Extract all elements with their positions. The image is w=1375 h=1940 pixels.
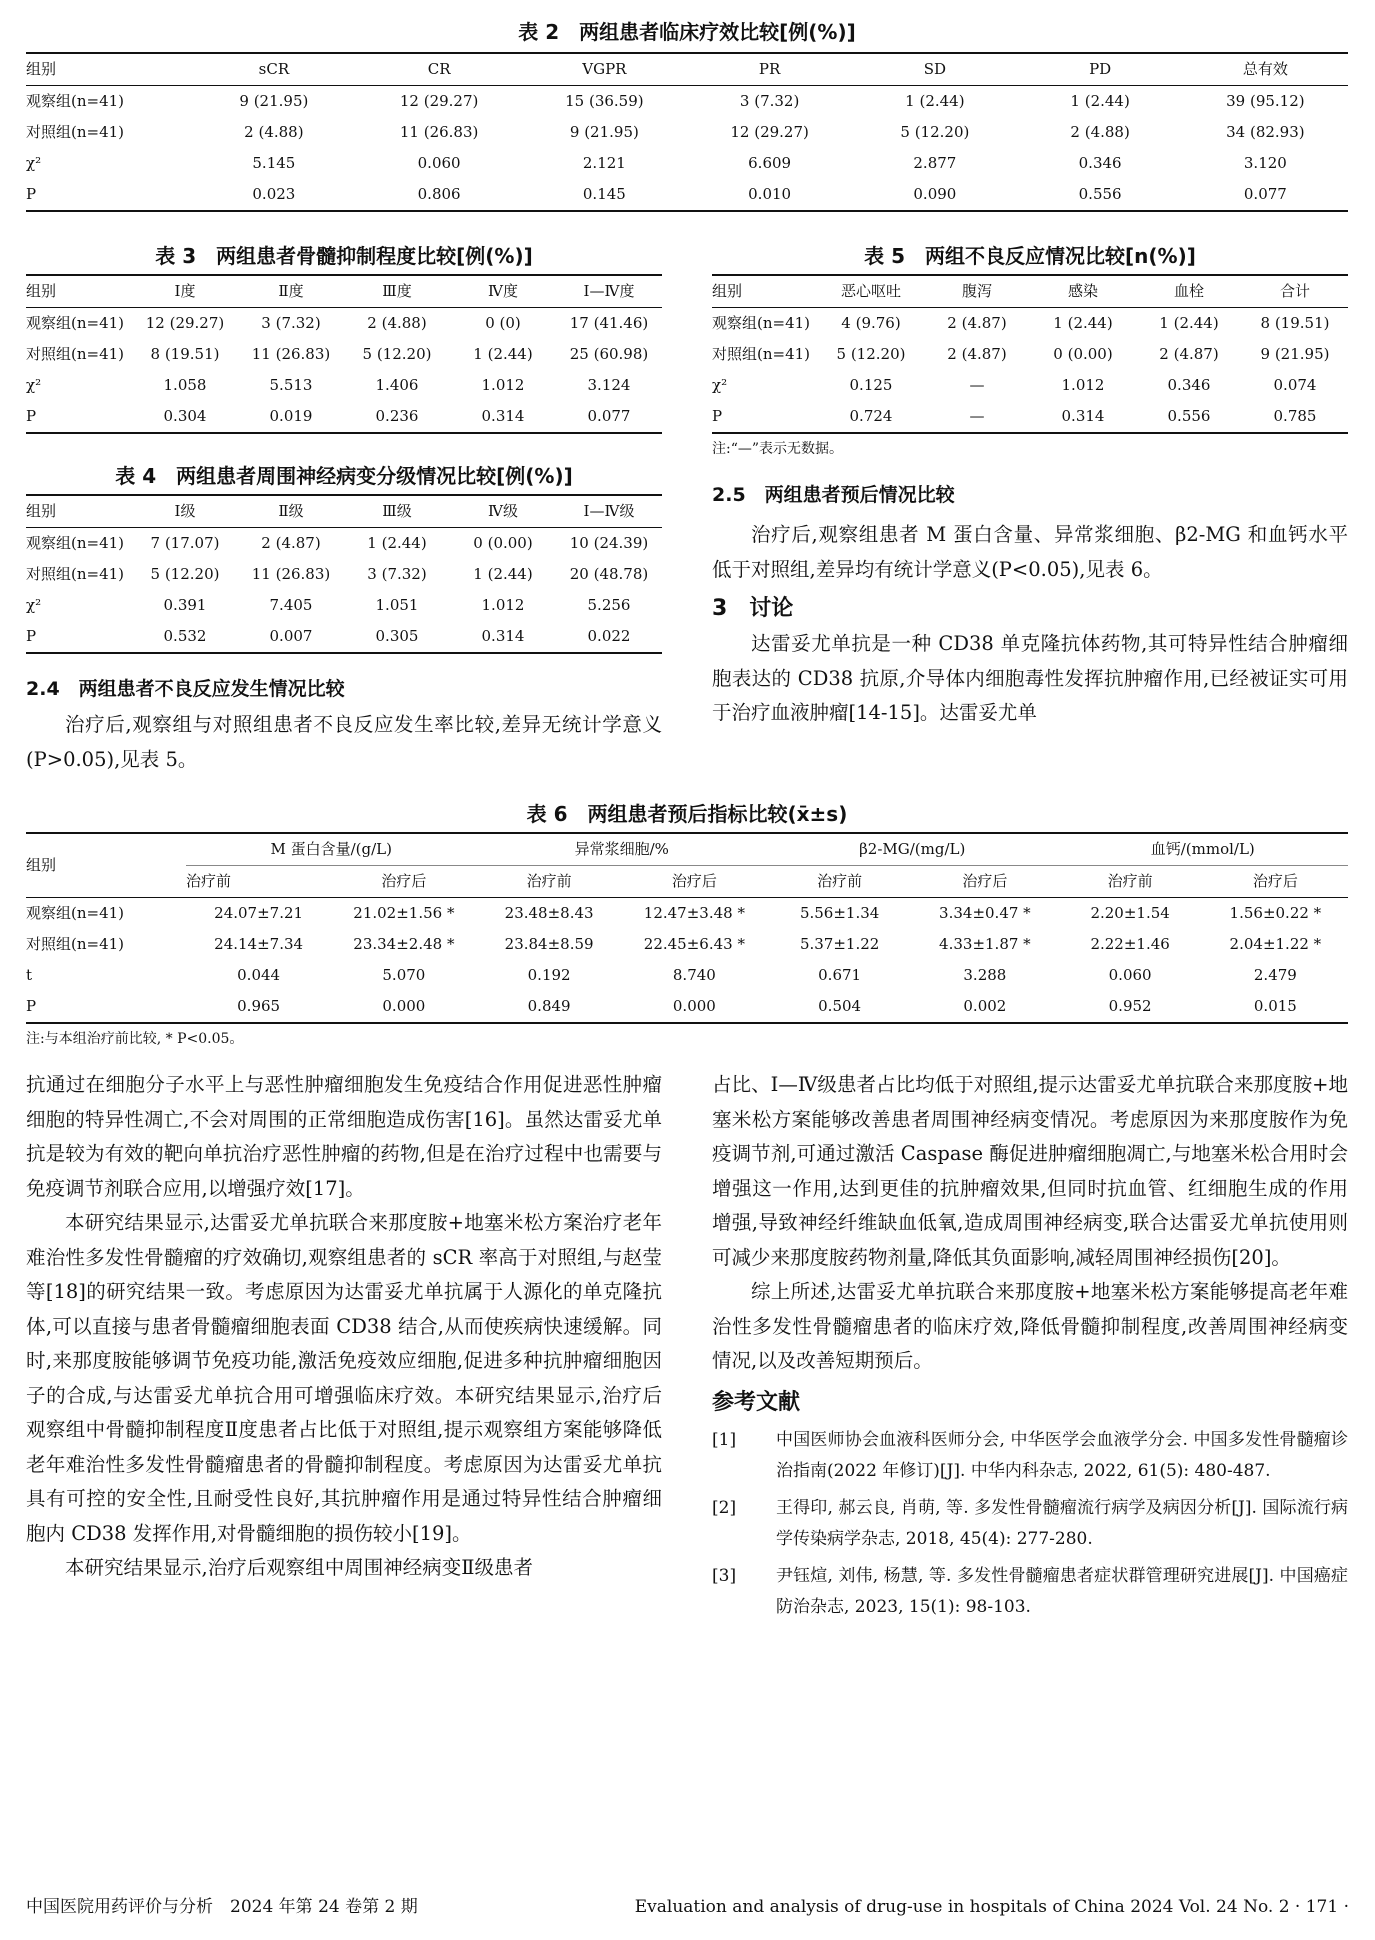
table-cell: 5 (12.20) [150, 565, 220, 583]
table-cell: 0.060 [417, 154, 461, 172]
table-cell: 0.074 [1273, 376, 1317, 394]
table-cell: 0.060 [1108, 966, 1152, 984]
table-cell: 0.724 [818, 401, 924, 433]
table-cell: 5.513 [269, 376, 313, 394]
table-5-caption: 表 5 两组不良反应情况比较[n(%)] [864, 244, 1196, 268]
table-cell: 24.07±7.21 [214, 904, 304, 922]
column-header: 组别 [26, 275, 132, 308]
table-cell: 1.012 [481, 376, 525, 394]
table-cell: 0.314 [450, 621, 556, 653]
table-row [26, 370, 662, 401]
table-row [26, 991, 1348, 1023]
column-header: Ⅲ度 [344, 275, 450, 308]
table-cell: 2 (4.87) [261, 534, 321, 552]
table-cell: 12 (29.27) [730, 123, 809, 141]
table-cell: 2 (4.88) [367, 314, 427, 332]
table-6-note: 注:与本组治疗前比较, * P<0.05。 [26, 1031, 244, 1047]
table-cell: 0.022 [556, 621, 662, 653]
discussion-paragraph: 占比、Ⅰ—Ⅳ级患者占比均低于对照组,提示达雷妥尤单抗联合来那度胺+地塞米松方案能够改善患者周围神经病变情况。考虑原因为来那度胺作为免疫调节剂,可通过激活 Caspase 酶促进肿瘤细胞凋亡,与地塞米松合用时会增强这一作用,达到更佳的抗肿瘤效果,但同时抗血管、红细胞生成的作用增强,导致神经纤维缺血低氧,造成周围神经病变,联合达雷妥尤单抗使用则可减少来那度胺药物剂量,降低其负面影响,减轻周围神经损伤[20]。 [712, 1073, 1348, 1269]
table-cell: 5 (12.20) [362, 345, 432, 363]
table-cell: 0.785 [1242, 401, 1348, 433]
section-2-5-paragraph: 治疗后,观察组患者 M 蛋白含量、异常浆细胞、β2-MG 和血钙水平低于对照组,差异均有统计学意义(P<0.05),见表 6。 [712, 523, 1348, 581]
table-cell: 12 (29.27) [145, 314, 225, 332]
footer-left: 中国医院用药评价与分析 2024 年第 24 卷第 2 期 [26, 1897, 418, 1917]
table-cell: 34 (82.93) [1226, 123, 1305, 141]
column-group-header: 异常浆细胞/% [477, 833, 768, 866]
table-cell: 3 (7.32) [367, 565, 427, 583]
table-cell: 0.305 [344, 621, 450, 653]
table-cell: 0.806 [357, 179, 522, 211]
table-row [26, 528, 662, 560]
table-cell: 0.504 [767, 991, 912, 1023]
table-cell: 5.070 [382, 966, 426, 984]
column-header: 组别 [26, 833, 186, 898]
table-cell: 8.740 [672, 966, 716, 984]
table-cell: 0.010 [687, 179, 852, 211]
footer-right: Evaluation and analysis of drug-use in hospitals of China 2024 Vol. 24 No. 2 · 171 · [634, 1897, 1349, 1917]
column-header: 组别 [712, 275, 818, 308]
table-cell: 对照组(n=41) [712, 345, 811, 363]
table-cell: 对照组(n=41) [26, 935, 125, 953]
table-cell: 2 (4.87) [947, 314, 1007, 332]
table-cell: 23.84±8.59 [504, 935, 594, 953]
table-cell: P [712, 401, 818, 433]
table-cell: 1.012 [1061, 376, 1105, 394]
table-cell: 5.145 [252, 154, 296, 172]
table-cell: 5 (12.20) [836, 345, 906, 363]
table-cell: 22.45±6.43 * [643, 935, 745, 953]
references-heading: 参考文献 [712, 1389, 801, 1415]
table-cell: 4 (9.76) [841, 314, 901, 332]
column-header: 腹泻 [924, 275, 1030, 308]
column-header: 治疗后 [331, 866, 476, 898]
table-cell: 1.406 [375, 376, 419, 394]
table-5 [712, 242, 1348, 460]
table-6-caption: 表 6 两组患者预后指标比较(x̄±s) [526, 802, 848, 826]
column-header: 治疗前 [767, 866, 912, 898]
table-row [26, 308, 662, 340]
table-cell: 0.090 [852, 179, 1017, 211]
table-cell: 0.556 [1136, 401, 1242, 433]
column-header: CR [357, 53, 522, 86]
table-cell: — [969, 376, 985, 394]
table-cell: 1 (2.44) [367, 534, 427, 552]
reference-item [712, 1493, 1348, 1555]
table-cell: 0.002 [912, 991, 1057, 1023]
table-cell: 0.007 [238, 621, 344, 653]
column-header: 合计 [1242, 275, 1348, 308]
table-row [26, 401, 662, 433]
column-header: 组别 [26, 495, 132, 528]
table-cell: 观察组(n=41) [26, 92, 125, 110]
table-row [712, 339, 1348, 370]
column-group-header: β2-MG/(mg/L) [767, 833, 1058, 866]
reference-number: [2] [712, 1497, 737, 1518]
table-cell: 0 (0.00) [473, 534, 533, 552]
table-cell: 观察组(n=41) [26, 314, 125, 332]
table-row [712, 370, 1348, 401]
table-cell: 7.405 [269, 596, 313, 614]
table-4-caption: 表 4 两组患者周围神经病变分级情况比较[例(%)] [115, 464, 573, 488]
table-cell: 观察组(n=41) [712, 314, 811, 332]
table-cell: 0.125 [849, 376, 893, 394]
reference-text: 中国医师协会血液科医师分会, 中华医学会血液学分会. 中国多发性骨髓瘤诊治指南(2022 年修订)[J]. 中华内科杂志, 2022, 61(5): 480-487. [776, 1429, 1348, 1481]
column-header: Ⅰ—Ⅳ级 [556, 495, 662, 528]
table-cell: 6.609 [748, 154, 792, 172]
table-cell: 1.051 [375, 596, 419, 614]
table-cell: 0.077 [1183, 179, 1348, 211]
table-cell: 7 (17.07) [150, 534, 220, 552]
column-header: 组别 [26, 53, 191, 86]
column-header: Ⅱ度 [238, 275, 344, 308]
table-cell: 5.256 [587, 596, 631, 614]
table-cell: 39 (95.12) [1226, 92, 1305, 110]
table-cell: 1.058 [163, 376, 207, 394]
discussion-right-column [712, 1068, 1348, 1629]
table-cell: 9 (21.95) [1260, 345, 1330, 363]
table-cell: 0.145 [522, 179, 687, 211]
table-cell: 0.952 [1058, 991, 1203, 1023]
discussion-paragraph: 抗通过在细胞分子水平上与恶性肿瘤细胞发生免疫结合作用促进恶性肿瘤细胞的特异性凋亡,不会对周围的正常细胞造成伤害[16]。虽然达雷妥尤单抗是较为有效的靶向单抗治疗恶性肿瘤的药物,但是在治疗过程中也需要与免疫调节剂联合应用,以增强疗效[17]。 [26, 1073, 662, 1200]
table-cell: 0.671 [818, 966, 862, 984]
table-cell: 15 (36.59) [565, 92, 644, 110]
column-header: Ⅳ级 [450, 495, 556, 528]
column-header: 治疗后 [622, 866, 767, 898]
table-cell: 2.479 [1253, 966, 1297, 984]
table-cell: 观察组(n=41) [26, 904, 125, 922]
column-header: 治疗后 [912, 866, 1057, 898]
discussion-paragraph: 综上所述,达雷妥尤单抗联合来那度胺+地塞米松方案能够提高老年难治性多发性骨髓瘤患者的临床疗效,降低骨髓抑制程度,改善周围神经病变情况,以及改善短期预后。 [712, 1280, 1348, 1372]
table-cell: 1 (2.44) [1159, 314, 1219, 332]
reference-text: 王得印, 郝云良, 肖萌, 等. 多发性骨髓瘤流行病学及病因分析[J]. 国际流行病学传染病学杂志, 2018, 45(4): 277-280. [776, 1497, 1348, 1549]
table-cell: χ² [712, 376, 728, 394]
table-3 [26, 242, 662, 434]
table-cell: 0.019 [238, 401, 344, 433]
discussion-paragraph: 本研究结果显示,达雷妥尤单抗联合来那度胺+地塞米松方案治疗老年难治性多发性骨髓瘤的疗效确切,观察组患者的 sCR 率高于对照组,与赵莹等[18]的研究结果一致。考虑原因为达雷妥尤单抗属于人源化的单克隆抗体,可以直接与患者骨髓瘤细胞表面 CD38 结合,从而使疾病快速缓解。同时,来那度胺能够调节免疫功能,激活免疫效应细胞,促进多种抗肿瘤细胞因子的合成,与达雷妥尤单抗合用可增强临床疗效。本研究结果显示,治疗后观察组中骨髓抑制程度Ⅱ度患者占比低于对照组,提示观察组方案能够降低老年难治性多发性骨髓瘤患者的骨髓抑制程度。考虑原因为达雷妥尤单抗具有可控的安全性,且耐受性良好,其抗肿瘤作用是通过特异性结合肿瘤细胞内 CD38 发挥作用,对骨髓细胞的损伤较小[19]。 [26, 1211, 662, 1545]
table-row [26, 179, 1348, 211]
column-header: sCR [191, 53, 356, 86]
table-cell: 2.877 [913, 154, 957, 172]
table-cell: 25 (60.98) [569, 345, 649, 363]
column-header: PD [1018, 53, 1183, 86]
table-cell: 0.346 [1078, 154, 1122, 172]
table-cell: 2 (4.87) [1159, 345, 1219, 363]
table-row [26, 898, 1348, 930]
table-row [26, 590, 662, 621]
table-cell: χ² [26, 376, 42, 394]
table-cell: 5.56±1.34 [799, 904, 880, 922]
table-cell: 5.37±1.22 [799, 935, 880, 953]
table-cell: 2.22±1.46 [1090, 935, 1170, 953]
discussion-left-column [26, 1068, 662, 1586]
table-row [26, 148, 1348, 179]
table-cell: 11 (26.83) [399, 123, 479, 141]
table-cell: 23.48±8.43 [504, 904, 594, 922]
table-cell: 1 (2.44) [473, 565, 533, 583]
table-cell: 24.14±7.34 [214, 935, 304, 953]
table-cell: 1 (2.44) [473, 345, 533, 363]
section-2-5-heading: 2.5 两组患者预后情况比较 [712, 484, 955, 506]
table-cell: P [26, 991, 186, 1023]
table-cell: 0.236 [344, 401, 450, 433]
table-cell: 11 (26.83) [251, 345, 331, 363]
table-row [26, 86, 1348, 118]
table-cell: — [924, 401, 1030, 433]
table-cell: P [26, 179, 191, 211]
table-2 [26, 18, 1348, 212]
section-2-5 [712, 480, 1348, 731]
table-cell: 0.532 [132, 621, 238, 653]
column-header: VGPR [522, 53, 687, 86]
table-cell: 0.849 [477, 991, 622, 1023]
table-cell: 1 (2.44) [1070, 92, 1130, 110]
column-header: 总有效 [1183, 53, 1348, 86]
table-cell: 23.34±2.48 * [353, 935, 455, 953]
table-cell: 3 (7.32) [739, 92, 800, 110]
table-row [712, 401, 1348, 433]
table-cell: 2.121 [582, 154, 626, 172]
section-2-4 [26, 674, 662, 777]
table-cell: 2.04±1.22 * [1229, 935, 1322, 953]
table-cell: 20 (48.78) [569, 565, 649, 583]
table-cell: 4.33±1.87 * [939, 935, 1031, 953]
section-2-4-paragraph: 治疗后,观察组与对照组患者不良反应发生率比较,差异无统计学意义(P>0.05),见表 5。 [26, 713, 662, 771]
column-header: 血栓 [1136, 275, 1242, 308]
table-cell: 3.34±0.47 * [939, 904, 1031, 922]
column-header: 治疗前 [477, 866, 622, 898]
table-cell: 0.044 [237, 966, 281, 984]
column-group-header: M 蛋白含量/(g/L) [186, 833, 477, 866]
discussion-paragraph: 本研究结果显示,治疗后观察组中周围神经病变Ⅱ级患者 [65, 1556, 533, 1579]
table-cell: P [26, 621, 132, 653]
table-cell: 0.965 [186, 991, 331, 1023]
column-header: Ⅰ级 [132, 495, 238, 528]
table-cell: 1.012 [481, 596, 525, 614]
column-header: 治疗前 [1058, 866, 1203, 898]
column-header: Ⅰ度 [132, 275, 238, 308]
table-row [26, 339, 662, 370]
table-cell: 对照组(n=41) [26, 565, 125, 583]
table-5-note: 注:“—”表示无数据。 [712, 441, 844, 457]
table-row [26, 559, 662, 590]
table-cell: 9 (21.95) [239, 92, 309, 110]
table-cell: 0.000 [331, 991, 476, 1023]
table-row [26, 117, 1348, 148]
section-3-heading: 3 讨论 [712, 596, 794, 621]
section-3-paragraph-top [712, 627, 1348, 731]
column-header: Ⅰ—Ⅳ度 [556, 275, 662, 308]
table-cell: 11 (26.83) [251, 565, 331, 583]
table-cell: 0.346 [1167, 376, 1211, 394]
table-cell: 2 (4.87) [947, 345, 1007, 363]
reference-number: [3] [712, 1565, 737, 1586]
table-cell: 0.314 [450, 401, 556, 433]
table-cell: 0.556 [1018, 179, 1183, 211]
table-cell: χ² [26, 154, 42, 172]
table-3-caption: 表 3 两组患者骨髓抑制程度比较[例(%)] [155, 244, 533, 268]
table-cell: 3 (7.32) [261, 314, 321, 332]
table-cell: 0 (0) [485, 314, 521, 332]
reference-item [712, 1425, 1348, 1487]
table-row [26, 929, 1348, 960]
table-cell: 21.02±1.56 * [353, 904, 455, 922]
table-cell: 1.56±0.22 * [1229, 904, 1322, 922]
column-header: 治疗后 [1203, 866, 1348, 898]
table-cell: 3.288 [963, 966, 1007, 984]
table-cell: 1 (2.44) [905, 92, 965, 110]
table-cell: χ² [26, 596, 42, 614]
column-header: SD [852, 53, 1017, 86]
table-cell: 0.023 [191, 179, 356, 211]
table-2-caption: 表 2 两组患者临床疗效比较[例(%)] [518, 20, 856, 44]
table-cell: 3.120 [1243, 154, 1287, 172]
table-cell: 12 (29.27) [399, 92, 479, 110]
table-row [712, 308, 1348, 340]
table-cell: 10 (24.39) [569, 534, 649, 552]
table-cell: 0 (0.00) [1053, 345, 1113, 363]
column-header: Ⅲ级 [344, 495, 450, 528]
table-cell: 0.192 [527, 966, 571, 984]
table-cell: 0.077 [556, 401, 662, 433]
table-cell: 12.47±3.48 * [643, 904, 745, 922]
column-header: 治疗前 [186, 866, 331, 898]
column-header: PR [687, 53, 852, 86]
table-cell: 9 (21.95) [569, 123, 639, 141]
reference-text: 尹钰煊, 刘伟, 杨慧, 等. 多发性骨髓瘤患者症状群管理研究进展[J]. 中国癌症防治杂志, 2023, 15(1): 98-103. [776, 1565, 1348, 1617]
reference-item [712, 1561, 1348, 1623]
table-cell: 对照组(n=41) [26, 123, 125, 141]
reference-number: [1] [712, 1429, 737, 1450]
section-3-text: 达雷妥尤单抗是一种 CD38 单克隆抗体药物,其可特异性结合肿瘤细胞表达的 CD38 抗原,介导体内细胞毒性发挥抗肿瘤作用,已经被证实可用于治疗血液肿瘤[14-15]。达雷妥尤单 [712, 632, 1348, 724]
table-cell: 观察组(n=41) [26, 534, 125, 552]
column-header: 感染 [1030, 275, 1136, 308]
section-2-4-heading: 2.4 两组患者不良反应发生情况比较 [26, 678, 345, 700]
table-row [26, 960, 1348, 991]
table-6 [26, 800, 1348, 1050]
table-cell: 0.015 [1203, 991, 1348, 1023]
table-cell: 2 (4.88) [1070, 123, 1130, 141]
table-cell: 0.304 [132, 401, 238, 433]
table-cell: 5 (12.20) [900, 123, 970, 141]
table-cell: t [26, 966, 33, 984]
table-cell: 3.124 [587, 376, 631, 394]
column-header: Ⅳ度 [450, 275, 556, 308]
table-cell: 2.20±1.54 [1090, 904, 1170, 922]
column-header: 恶心呕吐 [818, 275, 924, 308]
table-cell: 2 (4.88) [244, 123, 304, 141]
table-cell: 对照组(n=41) [26, 345, 125, 363]
table-cell: P [26, 401, 132, 433]
column-group-header: 血钙/(mmol/L) [1058, 833, 1349, 866]
table-cell: 8 (19.51) [1260, 314, 1330, 332]
table-4 [26, 462, 662, 654]
table-cell: 0.391 [163, 596, 207, 614]
table-cell: 0.314 [1030, 401, 1136, 433]
table-cell: 8 (19.51) [150, 345, 220, 363]
table-cell: 17 (41.46) [569, 314, 649, 332]
table-row [26, 621, 662, 653]
column-header: Ⅱ级 [238, 495, 344, 528]
table-cell: 0.000 [622, 991, 767, 1023]
table-cell: 1 (2.44) [1053, 314, 1113, 332]
